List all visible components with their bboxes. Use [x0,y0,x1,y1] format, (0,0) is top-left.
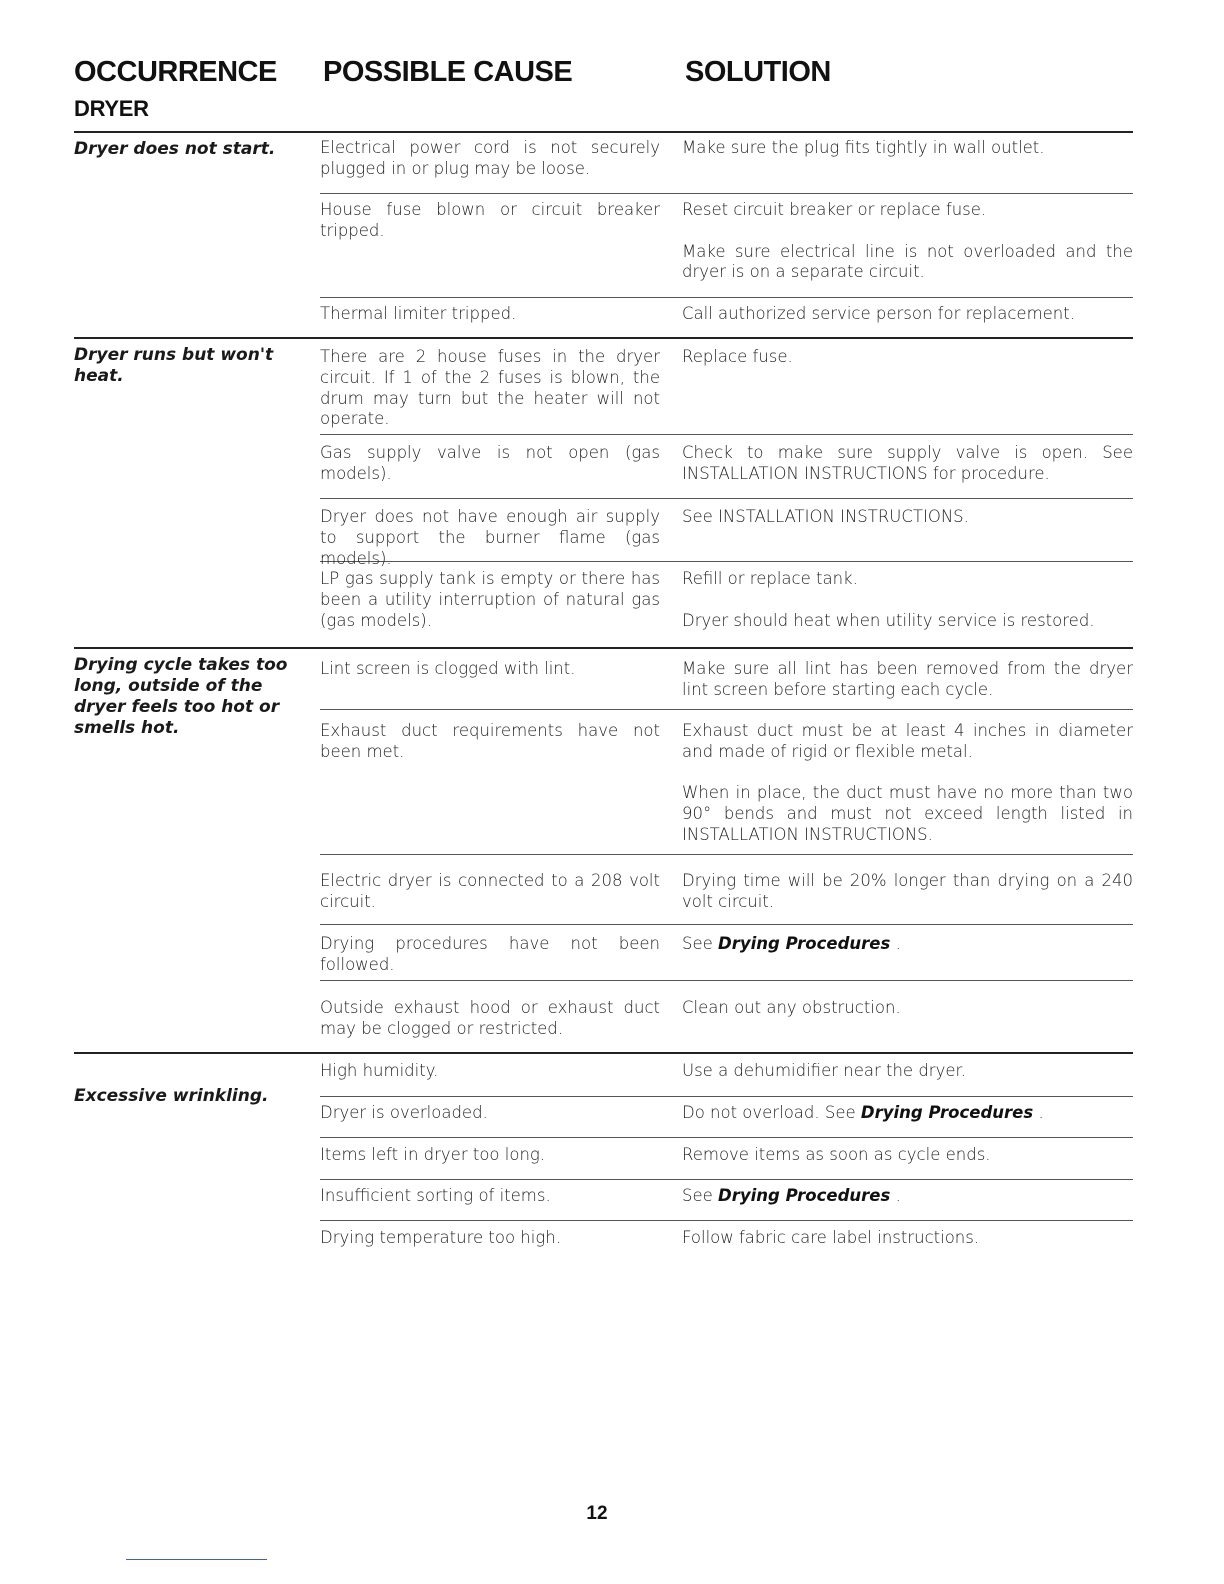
solution-text: Call authorized service person for replacement. [682,304,1075,323]
solution-text-suffix: . [895,1186,901,1205]
cause-solution-row [320,980,1133,1052]
drying-procedures-reference: Drying Procedures [718,934,891,953]
cause-text: Drying temperature too high. [320,1228,561,1247]
cause-text: Drying procedures have not been followed. [320,934,660,974]
cause-text: LP gas supply tank is empty or there has been a utility interruption of natural gas (gas models). [320,569,660,630]
drying-procedures-reference: Drying Procedures [860,1103,1034,1122]
solution-text-prefix: See [682,1186,713,1205]
cause-solution-row [320,709,1133,854]
cause-text: Items left in dryer too long. [320,1145,546,1164]
cause-text: Thermal limiter tripped. [320,304,517,323]
cause-solution-row [320,924,1133,980]
solution-text-suffix: . [1038,1103,1044,1122]
cause-text: Electric dryer is connected to a 208 volt circuit. [320,871,660,911]
solution-text: Make sure all lint has been removed from the dryer lint screen before starting each cycle. [682,659,1133,699]
occurrence-group [74,647,1133,1052]
solution-text: Check to make sure supply valve is open. See INSTALLATION INSTRUCTIONS for procedure. [682,443,1133,483]
cause-solution-row [320,498,1133,568]
occurrence-label: Excessive wrinkling. [74,1085,269,1106]
occurrence-label: Dryer does not start. [74,139,276,159]
occurrence-group [74,131,1133,337]
possible-cause-column-header: POSSIBLE CAUSE [323,56,573,88]
solution-text: Drying time will be 20% longer than drying on a 240 volt circuit. [682,871,1133,911]
occurrence-label: Drying cycle takes too long, outside of the dryer feels too hot or smells hot. [74,655,288,738]
solution-text: Dryer should heat when utility service is restored. [682,610,1095,630]
solution-text: Reset circuit breaker or replace fuse. [682,200,987,219]
solution-text: See INSTALLATION INSTRUCTIONS. [682,507,969,526]
cause-solution-row [320,434,1133,498]
solution-text: Make sure electrical line is not overloaded and the dryer is on a separate circuit. [682,241,1133,282]
solution-text: Exhaust duct must be at least 4 inches in diameter and made of rigid or flexible metal. [682,721,1133,761]
cause-solution-row [320,193,1133,297]
cause-text: Exhaust duct requirements have not been met. [320,721,660,761]
cause-text: Gas supply valve is not open (gas models). [320,443,660,483]
section-title: DRYER [74,96,149,121]
troubleshooting-table [74,131,1133,1260]
cause-text: There are 2 house fuses in the dryer circuit. If 1 of the 2 fuses is blown, the drum may turn but the heater will not operate. [320,347,660,429]
cause-solution-row [320,297,1133,337]
cause-solution-row [320,339,1133,434]
cause-text: High humidity. [320,1061,439,1080]
solution-text: Follow fabric care label instructions. [682,1228,980,1247]
cause-text: Outside exhaust hood or exhaust duct may be clogged or restricted. [320,998,660,1038]
solution-text-prefix: Do not overload. See [682,1103,856,1122]
occurrence-group [74,1052,1133,1260]
occurrence-group [74,337,1133,647]
solution-text [682,1186,1133,1207]
solution-text: Remove items as soon as cycle ends. [682,1145,991,1164]
occurrence-label-cell [74,1054,320,1138]
cause-solution-row [320,1054,1133,1096]
page-number: 12 [586,1503,608,1524]
solution-text-prefix: See [682,934,713,953]
solution-text: Use a dehumidifier near the dryer. [682,1061,967,1080]
cause-solution-row [320,854,1133,924]
occurrence-column-header: OCCURRENCE [74,56,277,88]
cause-solution-row [320,561,1133,647]
cause-text: Dryer is overloaded. [320,1103,488,1122]
cause-solution-row [320,1220,1133,1260]
cause-solution-row [320,1179,1133,1220]
cause-solution-row [320,133,1133,193]
cause-text: Lint screen is clogged with lint. [320,659,576,678]
solution-text: Clean out any obstruction. [682,998,901,1017]
solution-text: Replace fuse. [682,347,793,366]
solution-text [682,934,1133,955]
occurrence-label: Dryer runs but won't heat. [74,345,274,386]
solution-text: Make sure the plug fits tightly in wall outlet. [682,138,1045,157]
cause-text: Dryer does not have enough air supply to support the burner flame (gas models). [320,507,660,568]
footer-rule [126,1559,267,1560]
solution-text: Refill or replace tank. [682,569,858,588]
drying-procedures-reference: Drying Procedures [718,1186,891,1205]
cause-solution-row [320,1096,1133,1137]
solution-text: When in place, the duct must have no more than two 90° bends and must not exceed length listed in INSTALLATION INSTRUCTIONS. [682,783,1133,844]
cause-text: Insufficient sorting of items. [320,1186,551,1205]
solution-column-header: SOLUTION [685,56,831,88]
solution-text [682,1103,1133,1124]
cause-text: Electrical power cord is not securely plugged in or plug may be loose. [320,138,660,178]
cause-solution-row [320,1137,1133,1179]
cause-solution-row [320,649,1133,709]
cause-text: House fuse blown or circuit breaker tripped. [320,200,660,240]
solution-text-suffix: . [895,934,901,953]
